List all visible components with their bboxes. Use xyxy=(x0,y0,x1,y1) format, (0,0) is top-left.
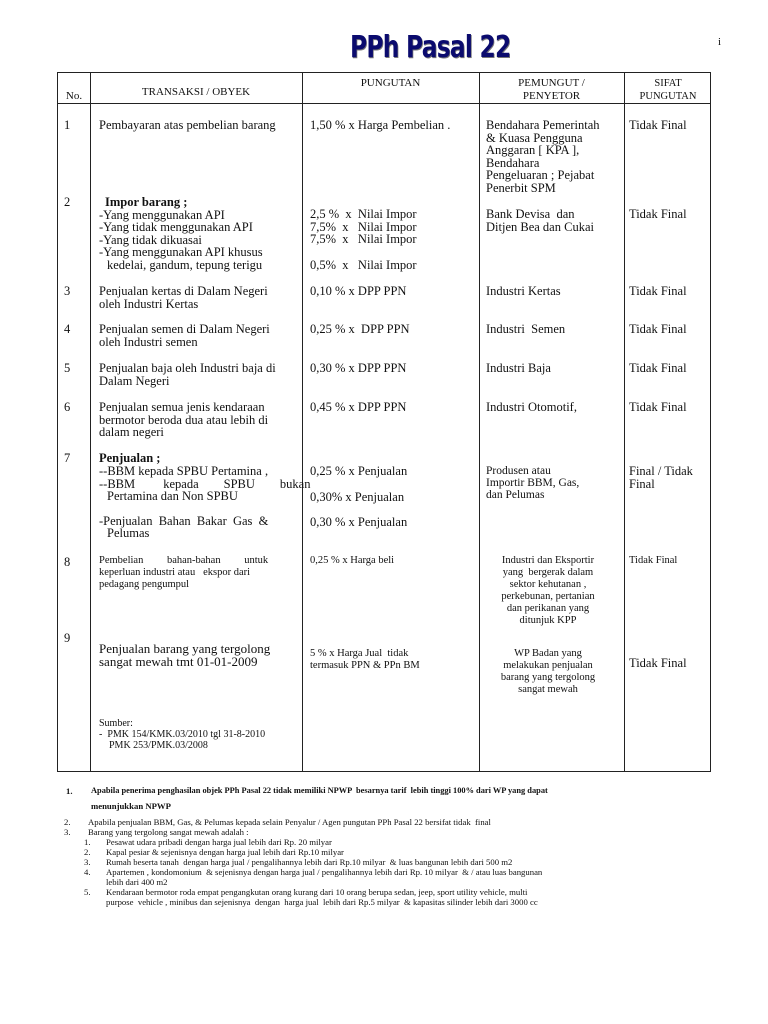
row-5-pungutan: 0,30 % x DPP PPN xyxy=(310,361,407,375)
row-6-transaksi-line: Penjualan semua jenis kendaraan xyxy=(99,400,265,414)
row-1-pemungut-line: Anggaran [ KPA ], xyxy=(486,143,580,158)
note-1-line1: Apabila penerima penghasilan objek PPh Pasal 22 tidak memiliki NPWP besarnya tarif lebih tinggi 100% dari WP yang dapat xyxy=(91,786,548,795)
row-8-pemungut-line: dan perikanan yang xyxy=(506,603,590,614)
row-7-pungutan xyxy=(310,465,407,529)
row-2-pemungut-line: Bank Devisa dan xyxy=(486,207,575,221)
row-6-transaksi-line: bermotor beroda dua atau lebih di xyxy=(99,412,269,427)
row-4-transaksi xyxy=(99,323,270,348)
page-title: PPh Pasal 22 xyxy=(350,30,511,65)
header-no: No. xyxy=(65,90,83,102)
row-8-transaksi-line: pedagang pengumpul xyxy=(99,579,190,590)
row-2-pungutan-line: 7,5% x Nilai Impor xyxy=(310,219,417,234)
row-7-transaksi-line: Pertamina dan Non SPBU xyxy=(107,489,238,504)
row-3-transaksi xyxy=(99,285,268,310)
row-9-transaksi-line: sangat mewah tmt 01-01-2009 xyxy=(99,654,258,669)
header-pemungut xyxy=(479,77,624,103)
row-6-no: 6 xyxy=(64,400,71,414)
row-3-no: 3 xyxy=(64,284,71,298)
row-7-transaksi-line: -Penjualan Bahan Bakar Gas & xyxy=(99,513,269,528)
row-6-pungutan: 0,45 % x DPP PPN xyxy=(310,400,407,414)
row-2-pungutan-line: 0,5% x Nilai Impor xyxy=(310,257,417,272)
row-2-sifat: Tidak Final xyxy=(629,207,687,221)
row-7-transaksi xyxy=(99,464,311,541)
row-9-no: 9 xyxy=(64,631,71,645)
header-sifat-line2: PUNGUTAN xyxy=(639,91,697,102)
row-8-transaksi-line: Pembelian bahan-bahan untuk xyxy=(99,555,269,566)
header-pungutan: PUNGUTAN xyxy=(360,77,421,89)
row-8-no: 8 xyxy=(64,555,71,569)
row-2-pungutan-line: 7,5% x Nilai Impor xyxy=(310,232,417,247)
row-8-pemungut-line: sektor kehutanan , xyxy=(509,579,587,590)
row-3-pemungut: Industri Kertas xyxy=(486,284,561,298)
row-2-no: 2 xyxy=(64,195,71,209)
row-9-pemungut-line: sangat mewah xyxy=(518,684,578,695)
row-8-transaksi-line: keperluan industri atau ekspor dari xyxy=(99,567,251,578)
row-7-pemungut xyxy=(486,465,579,501)
row-5-transaksi xyxy=(99,362,276,387)
row-8-transaksi xyxy=(99,555,295,591)
row-7-transaksi-line: --BBM kepada SPBU bukan xyxy=(99,476,311,491)
row-1-pemungut-line: Pengeluaran ; Pejabat xyxy=(486,168,595,183)
row-2-heading: Impor barang ; xyxy=(105,195,188,209)
note-3-sub-1-number: 1. xyxy=(84,837,91,847)
note-3-sub-2-number: 2. xyxy=(84,847,91,857)
note-3-sub-5-text2: purpose vehicle , minibus dan sejenisnya dengan harga jual lebih dari Rp.5 milyar & kapasitas silinder lebih dari 3000 cc xyxy=(106,897,538,907)
row-2-pungutan-line: 2,5 % x Nilai Impor xyxy=(310,207,417,221)
note-1-line2: menunjukkan NPWP xyxy=(91,801,171,811)
row-7-transaksi-line: --BBM kepada SPBU Pertamina , xyxy=(99,464,269,478)
row-2-transaksi-line: -Yang menggunakan API khusus xyxy=(99,245,263,260)
row-9-sifat: Tidak Final xyxy=(629,656,687,670)
sumber-label: Sumber: xyxy=(99,718,133,729)
note-3-sub-1-text: Pesawat udara pribadi dengan harga jual lebih dari Rp. 20 milyar xyxy=(106,837,332,847)
row-5-transaksi-line: Dalam Negeri xyxy=(99,373,170,388)
row-5-sifat: Tidak Final xyxy=(629,361,687,375)
sumber-line: - PMK 154/KMK.03/2010 tgl 31-8-2010 xyxy=(99,729,266,740)
row-7-pemungut-line: Importir BBM, Gas, xyxy=(486,477,580,489)
row-9-pungutan-line: 5 % x Harga Jual tidak xyxy=(310,648,409,659)
row-7-pungutan-line: 0,25 % x Penjualan xyxy=(310,464,408,478)
row-2-transaksi-line: -Yang menggunakan API xyxy=(99,207,225,222)
row-1-pemungut-line: Penerbit SPM xyxy=(486,180,556,195)
note-2-text: Apabila penjualan BBM, Gas, & Pelumas kepada selain Penyalur / Agen pungutan PPh Pasal 22 bersifat tidak final xyxy=(88,817,491,827)
sumber-line: PMK 253/PMK.03/2008 xyxy=(109,740,208,751)
row-7-pungutan-line: 0,30 % x Penjualan xyxy=(310,515,408,530)
row-8-pemungut-line: ditunjuk KPP xyxy=(519,615,577,626)
row-4-pungutan: 0,25 % x DPP PPN xyxy=(310,322,410,336)
header-sifat-line1: SIFAT xyxy=(654,78,682,89)
row-4-no: 4 xyxy=(64,322,71,336)
row-1-pemungut-line: Bendahara xyxy=(486,155,540,170)
note-3-sub-3-number: 3. xyxy=(84,857,91,867)
row-3-transaksi-line: oleh Industri Kertas xyxy=(99,296,199,311)
row-1-pungutan: 1,50 % x Harga Pembelian . xyxy=(310,118,451,132)
row-2-transaksi-line: -Yang tidak dikuasai xyxy=(99,232,202,247)
row-1-no: 1 xyxy=(64,118,71,132)
row-2-transaksi-line: kedelai, gandum, tepung terigu xyxy=(107,257,263,272)
note-3-sub-5-text: Kendaraan bermotor roda empat pengangkutan orang kurang dari 10 orang berupa sedan, jeep, sport utility vehicle, multi xyxy=(106,887,528,897)
sumber-block xyxy=(99,718,265,751)
row-9-pungutan xyxy=(310,648,420,672)
row-4-sifat: Tidak Final xyxy=(629,322,687,336)
row-9-transaksi xyxy=(99,642,270,668)
row-9-transaksi-line: Penjualan barang yang tergolong xyxy=(99,641,271,656)
row-8-pemungut xyxy=(480,555,616,627)
note-3-sub-3-text: Rumah beserta tanah dengan harga jual / pengalihannya lebih dari Rp.10 milyar & luas bangunan lebih dari 500 m2 xyxy=(106,857,513,867)
row-9-pemungut-line: melakukan penjualan xyxy=(503,660,593,671)
note-3-sub-4-number: 4. xyxy=(84,867,91,877)
row-1-pemungut-line: & Kuasa Pengguna xyxy=(486,130,583,145)
row-2-pemungut-line: Ditjen Bea dan Cukai xyxy=(486,219,594,234)
row-9-pemungut xyxy=(480,648,616,696)
row-7-pungutan-line: 0,30% x Penjualan xyxy=(310,489,405,504)
row-6-transaksi xyxy=(99,401,268,439)
row-2-pemungut xyxy=(486,208,594,233)
row-6-transaksi-line: dalam negeri xyxy=(99,425,164,440)
row-9-pungutan-line: termasuk PPN & PPn BM xyxy=(310,660,420,671)
row-9-pemungut-line: barang yang tergolong xyxy=(500,672,596,683)
header-pemungut-line1: PEMUNGUT / xyxy=(518,77,585,89)
row-3-sifat: Tidak Final xyxy=(629,284,687,298)
note-2-number: 2. xyxy=(64,817,71,827)
note-3-sub-2-text: Kapal pesiar & sejenisnya dengan harga jual lebih dari Rp.10 milyar xyxy=(106,847,344,857)
row-1-sifat: Tidak Final xyxy=(629,118,687,132)
row-7-pemungut-line: dan Pelumas xyxy=(486,489,545,501)
row-6-sifat: Tidak Final xyxy=(629,400,687,414)
row-7-transaksi-line: Pelumas xyxy=(107,526,150,541)
note-3-number: 3. xyxy=(64,827,71,837)
note-1-number: 1. xyxy=(66,786,73,796)
row-8-pemungut-line: yang bergerak dalam xyxy=(502,567,594,578)
note-3-sub-4-text2: lebih dari 400 m2 xyxy=(106,877,168,887)
row-7-pemungut-line: Produsen atau xyxy=(486,465,551,477)
page-marker: i xyxy=(718,36,722,48)
header-sifat xyxy=(624,77,712,103)
header-transaksi: TRANSAKSI / OBYEK xyxy=(141,86,251,98)
row-1-pemungut xyxy=(486,119,600,195)
row-7-sifat: Final / Tidak Final xyxy=(629,464,693,491)
row-8-pungutan: 0,25 % x Harga beli xyxy=(310,555,395,566)
row-4-pemungut: Industri Semen xyxy=(486,322,566,336)
row-6-pemungut: Industri Otomotif, xyxy=(486,400,577,414)
row-5-no: 5 xyxy=(64,361,71,375)
note-3-text: Barang yang tergolong sangat mewah adalah : xyxy=(88,827,249,837)
row-2-transaksi-line: -Yang tidak menggunakan API xyxy=(99,220,253,235)
row-9-pemungut-line: WP Badan yang xyxy=(514,648,582,659)
row-8-pemungut-line: Industri dan Eksportir xyxy=(501,555,595,566)
row-2-transaksi xyxy=(99,196,295,272)
note-3-sub-4-text: Apartemen , kondomonium & sejenisnya dengan harga jual / pengalihannya lebih dari Rp. 10 milyar & / atau luas bangunan xyxy=(106,867,543,877)
row-5-pemungut: Industri Baja xyxy=(486,361,551,375)
row-8-sifat: Tidak Final xyxy=(629,555,678,566)
row-2-pungutan xyxy=(310,208,417,271)
row-5-transaksi-line: Penjualan baja oleh Industri baja di xyxy=(99,361,276,375)
row-3-transaksi-line: Penjualan kertas di Dalam Negeri xyxy=(99,284,268,298)
row-8-pemungut-line: perkebunan, pertanian xyxy=(501,591,595,602)
row-1-pemungut-line: Bendahara Pemerintah xyxy=(486,118,600,132)
row-7-no: 7 xyxy=(64,451,71,465)
header-pemungut-line2: PENYETOR xyxy=(522,90,581,102)
row-4-transaksi-line: Penjualan semen di Dalam Negeri xyxy=(99,322,270,336)
row-1-transaksi: Pembayaran atas pembelian barang xyxy=(99,118,276,132)
row-7-heading: Penjualan ; xyxy=(99,451,161,465)
row-4-transaksi-line: oleh Industri semen xyxy=(99,334,198,349)
note-3-sub-5-number: 5. xyxy=(84,887,91,897)
row-3-pungutan: 0,10 % x DPP PPN xyxy=(310,284,407,298)
